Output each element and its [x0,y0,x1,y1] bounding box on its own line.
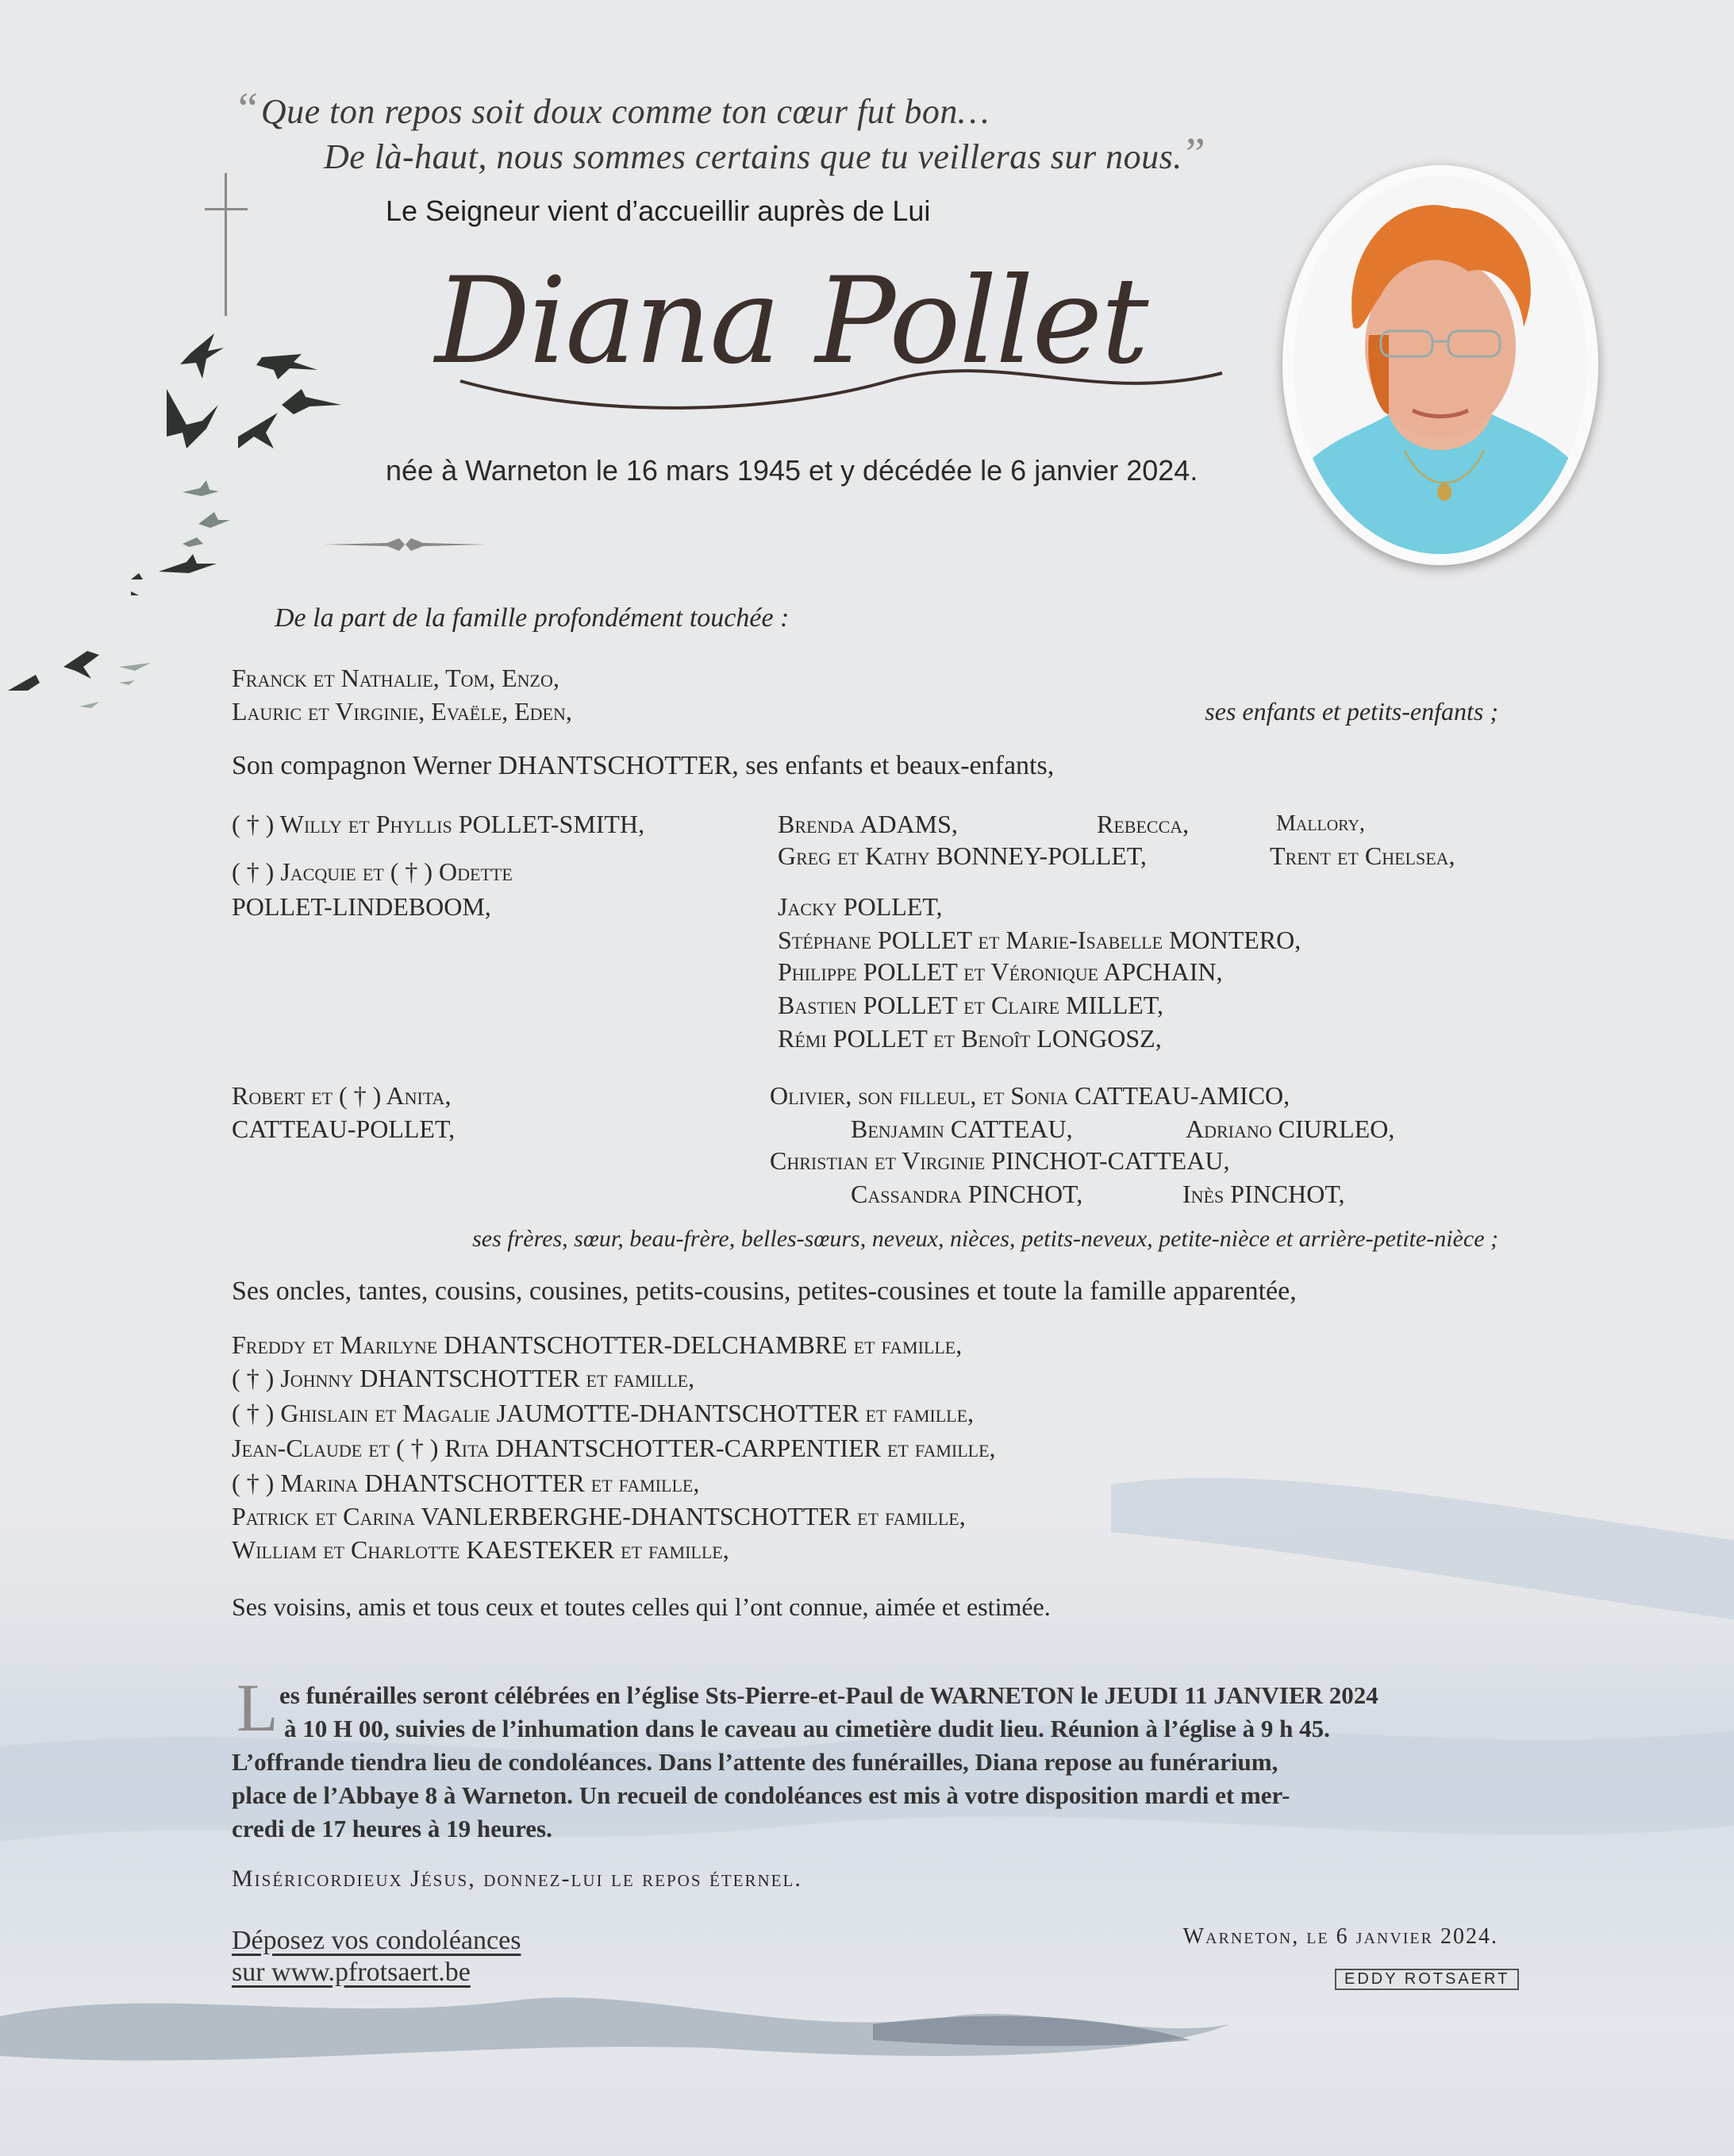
funeral-line-5: credi de 17 heures à 19 heures. [232,1815,552,1842]
children-line-1: Franck et Nathalie, Tom, Enzo, [232,664,559,692]
prayer-text: Miséricordieux Jésus, donnez-lui le repos éternel. [232,1865,802,1892]
portrait-photo [1294,176,1587,554]
deceased-name: Diana Pollet [435,252,1148,391]
olivier: Olivier, son filleul, et Sonia CATTEAU-AMICO, [770,1081,1290,1110]
siblings-relation: ses frères, sœur, beau-frère, belles-sœurs, neveux, nièces, petits-neveux, petite-nièce et arrière-petite-nièce ; [472,1226,1498,1252]
family-intro: De la part de la famille profondément touchée : [275,603,790,633]
funeral-line-4: place de l’Abbaye 8 à Warneton. Un recueil de condoléances est mis à votre disposition mardi et mer- [232,1781,1290,1809]
funeral-home-label: EDDY ROTSAERT [1335,1969,1519,1990]
cassandra: Cassandra PINCHOT, [851,1180,1083,1208]
extended-family-text: Ses oncles, tantes, cousins, cousines, petits-cousins, petites-cousines et toute la famille apparentée, [232,1276,1297,1306]
condolences-link-line-1[interactable]: Déposez vos condoléances [232,1926,521,1955]
jacky: Jacky POLLET, [778,892,943,921]
birth-death-text: née à Warneton le 16 mars 1945 et y décédée le 6 janvier 2024. [386,454,1198,487]
trent: Trent et Chelsea, [1270,841,1455,870]
family-line-3: ( † ) Ghislain et Magalie JAUMOTTE-DHANTSCHOTTER et famille, [232,1399,975,1427]
neighbors-text: Ses voisins, amis et tous ceux et toutes celles qui l’ont connue, aimée et estimée. [232,1592,1051,1621]
place-date: Warneton, le 6 janvier 2024. [1182,1924,1498,1949]
adriano: Adriano CIURLEO, [1186,1115,1395,1143]
quote-text-1: Que ton repos soit doux comme ton cœur fut bon… [260,92,990,131]
quote-line-1 [238,83,990,134]
funeral-line-3: L’offrande tiendra lieu de condoléances. Dans l’attente des funérailles, Diana repose au funérarium, [232,1748,1278,1776]
mallory: Mallory, [1276,811,1365,836]
benjamin: Benjamin CATTEAU, [851,1115,1073,1143]
quote-text-2: De là-haut, nous sommes certains que tu veilleras sur nous. [324,137,1182,176]
family-line-6: Patrick et Carina VANLERBERGHE-DHANTSCHOTTER et famille, [232,1502,966,1530]
christian: Christian et Virginie PINCHOT-CATTEAU, [770,1146,1230,1175]
name-flourish [444,333,1230,429]
intro-text: Le Seigneur vient d’accueillir auprès de Lui [386,194,931,227]
children-relation: ses enfants et petits-enfants ; [1205,697,1498,726]
family-line-2: ( † ) Johnny DHANTSCHOTTER et famille, [232,1364,695,1392]
open-quote-mark: “ [238,84,258,133]
sibling-left-5: CATTEAU-POLLET, [232,1115,456,1143]
family-line-5: ( † ) Marina DHANTSCHOTTER et famille, [232,1469,700,1497]
close-quote-mark: ” [1185,129,1205,179]
quote-line-2 [324,129,1205,179]
dropcap: L [236,1669,279,1746]
rebecca: Rebecca, [1097,810,1190,838]
family-line-1: Freddy et Marilyne DHANTSCHOTTER-DELCHAMBRE et famille, [232,1330,963,1359]
stephane: Stéphane POLLET et Marie-Isabelle MONTERO, [778,926,1301,954]
funeral-line-1: es funérailles seront célébrées en l’église Sts-Pierre-et-Paul de WARNETON le JEUDI 11 JANVIER 2024 [279,1681,1378,1709]
children-line-2: Lauric et Virginie, Evaële, Eden, [232,697,572,726]
sibling-left-3: POLLET-LINDEBOOM, [232,892,491,921]
funeral-line-2: à 10 H 00, suivies de l’inhumation dans le caveau au cimetière dudit lieu. Réunion à l’église à 9 h 45. [284,1715,1330,1742]
ornament-divider [324,533,486,556]
sibling-left-4: Robert et ( † ) Anita, [232,1081,452,1110]
family-line-4: Jean-Claude et ( † ) Rita DHANTSCHOTTER-CARPENTIER et famille, [232,1434,996,1462]
philippe: Philippe POLLET et Véronique APCHAIN, [778,957,1223,986]
family-line-7: William et Charlotte KAESTEKER et famille, [232,1535,729,1564]
cross-icon [198,173,254,316]
bastien: Bastien POLLET et Claire MILLET, [778,991,1163,1019]
companion-text: Son compagnon Werner DHANTSCHOTTER, ses enfants et beaux-enfants, [232,751,1055,780]
ines: Inès PINCHOT, [1182,1180,1345,1208]
brenda: Brenda ADAMS, [778,810,958,838]
sibling-left-2: ( † ) Jacquie et ( † ) Odette [232,857,513,886]
greg: Greg et Kathy BONNEY-POLLET, [778,841,1147,870]
condolences-link-line-2[interactable]: sur www.pfrotsaert.be [232,1958,471,1987]
sibling-left-1: ( † ) Willy et Phyllis POLLET-SMITH, [232,810,645,838]
remi: Rémi POLLET et Benoît LONGOSZ, [778,1024,1162,1053]
